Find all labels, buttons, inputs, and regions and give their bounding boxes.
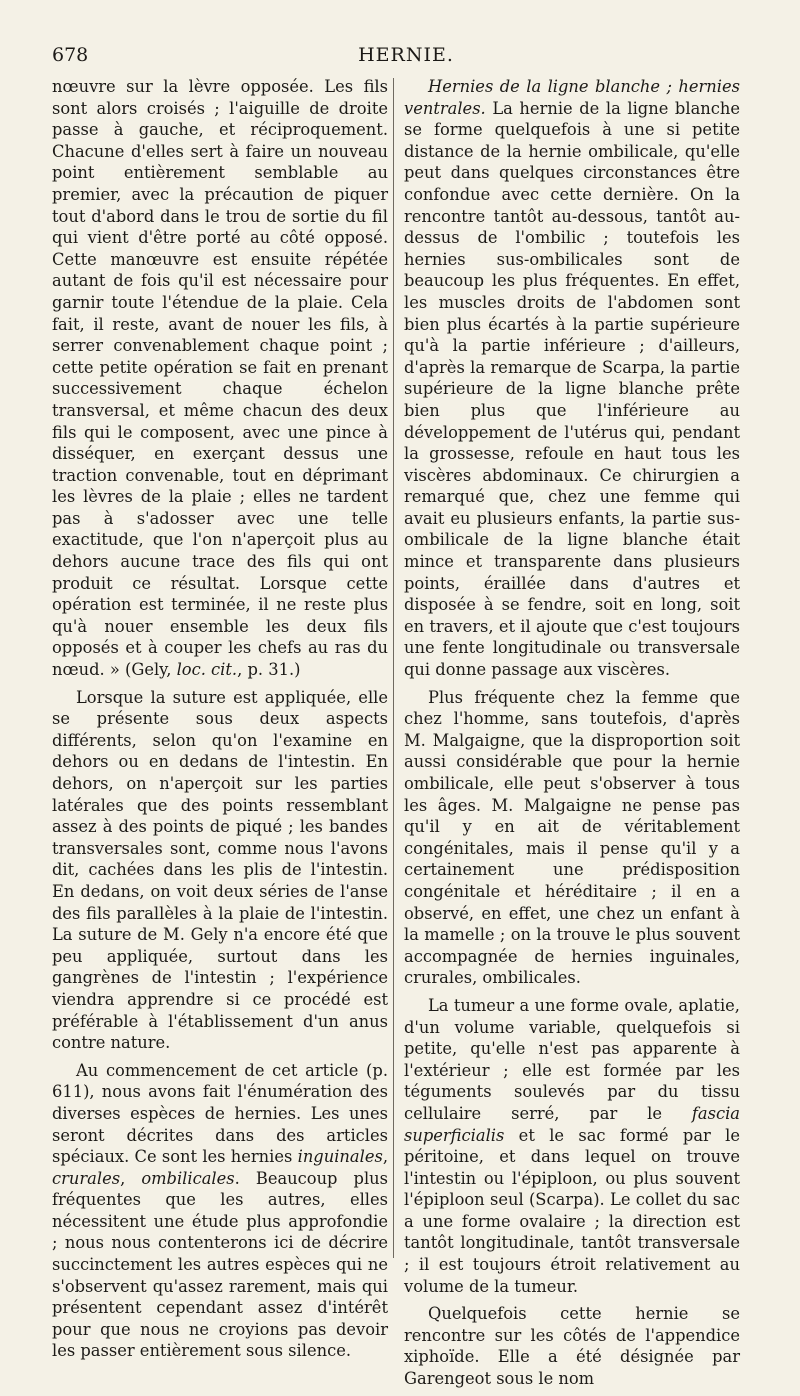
emphasis: inguinales bbox=[297, 1147, 383, 1167]
paragraph: Lorsque la suture est appliquée, elle se présente sous deux aspects différents, selon qu'on l'examine en dehors ou en dedans de l'intestin. En dehors, on n'aperçoit sur les parties latérales que des points ressemblant assez à des points de piqué ; les bandes transversales sont, comme nous l'avons dit, cachées dans les plis de l'intestin. En dedans, on voit deux séries de l'anse des fils parallèles à la plaie de l'intestin. La suture de M. Gely n'a encore été que peu appliquée, surtout dans les gangrènes de l'intestin ; l'expérience viendra apprendre si ce procédé est préférable à l'établissement d'un anus contre nature. bbox=[52, 687, 388, 1053]
separator: , bbox=[382, 1147, 388, 1167]
page-header bbox=[52, 44, 760, 72]
paragraph-text: , p. 31.) bbox=[237, 660, 301, 680]
separator: , bbox=[120, 1168, 142, 1188]
emphasis: crurales bbox=[52, 1168, 121, 1188]
paragraph-text: La hernie de la ligne blanche se forme quelquefois à une si petite distance de la hernie ombilicale, qu'elle peut dans quelques circonstances être confondue avec cette dernière. On la rencontre tantôt au-dessous, tantôt au-dessus de l'ombilic ; toutefois les hernies sus-ombilicales sont de beaucoup les plus fréquentes. En effet, les muscles droits de l'abdomen sont bien plus écartés à la partie supérieure qu'à la partie inférieure ; d'ailleurs, d'après la remarque de Scarpa, la partie supérieure de la ligne blanche prête bien plus que l'inférieure au développement de l'utérus qui, pendant la grossesse, refoule en haut tous les viscères abdominaux. Ce chirurgien a remarqué que, chez une femme qui avait eu plusieurs enfants, la partie sus-ombilicale de la ligne blanche était mince et transparente dans plusieurs points, éraillée dans d'autres et disposée à se fendre, soit en long, soit en travers, et il ajoute que c'est toujours une fente longitudinale ou transversale qui donne passage aux viscères. bbox=[404, 98, 740, 680]
paragraph: Quelquefois cette hernie se rencontre sur les côtés de l'appendice xiphoïde. Elle a été désignée par Garengeot sous le nom bbox=[404, 1304, 740, 1389]
paragraph-text: Au commencement de cet article (p. 611), nous avons fait l'énumération des diverses espèces de hernies. Les unes seront décrites dans des articles spéciaux. Ce sont les hernies bbox=[52, 1060, 388, 1167]
emphasis: fascia superficialis bbox=[404, 1103, 740, 1145]
paragraph-text: . Beaucoup plus fréquentes que les autres, elles nécessitent une étude plus approfondie ; nous nous contenterons ici de décrire succinctement les autres espèces qui ne s'observent qu'assez rarement, mais qui présentent cependant assez d'intérêt pour que nous ne croyions pas devoir les passer entièrement sous silence. bbox=[52, 1168, 388, 1361]
paragraph: Plus fréquente chez la femme que chez l'homme, sans toutefois, d'après M. Malgaigne, que la disproportion soit aussi considérable que pour la hernie ombilicale, elle peut s'observer à tous les âges. M. Malgaigne ne pense pas qu'il y en ait de véritablement congénitales, mais il pense qu'il y a certainement une prédisposition congénitale et héréditaire ; il en a observé, en effet, une chez un enfant à la mamelle ; on la trouve le plus souvent accompagnée de hernies inguinales, crurales, ombilicales. bbox=[404, 687, 740, 988]
paragraph bbox=[404, 76, 740, 681]
right-column bbox=[404, 76, 740, 1396]
paragraph-text: et le sac formé par le péritoine, et dans lequel on trouve l'intestin ou l'épiploon, ou plus souvent l'épiploon seul (Scarpa). Le collet du sac a une forme ovalaire ; la direction est tantôt longitudinale, tantôt transversale ; il est toujours étroit relativement au volume de la tumeur. bbox=[404, 1125, 740, 1296]
paragraph-text: nœuvre sur la lèvre opposée. Les fils sont alors croisés ; l'aiguille de droite passe à gauche, et réciproquement. Chacune d'elles sert à faire un nouveau point entièrement semblable au premier, avec la précaution de piquer tout d'abord dans le trou de sortie du fil qui vient d'être porté au côté opposé. Cette manœuvre est ensuite répétée autant de fois qu'il est nécessaire pour garnir toute l'étendue de la plaie. Cela fait, il reste, avant de nouer les fils, à serrer convenablement chaque point ; cette petite opération se fait en prenant successivement chaque échelon transversal, et même chacun des deux fils qui le composent, avec une pince à disséquer, en exerçant dessus une traction convenable, tout en déprimant les lèvres de la plaie ; elles ne tardent pas à s'adosser avec une telle exactitude, que l'on n'aperçoit plus au dehors aucune trace des fils qui ont produit ce résultat. Lorsque cette opération est terminée, il ne reste plus qu'à nouer ensemble les deux fils opposés et à couper les chefs au ras du nœud. » (Gely, bbox=[52, 77, 388, 680]
emphasis: ombilicales bbox=[141, 1168, 235, 1188]
citation: loc. cit. bbox=[176, 660, 238, 680]
left-column bbox=[52, 76, 388, 1368]
paragraph bbox=[52, 76, 388, 681]
paragraph bbox=[52, 1060, 388, 1362]
column-divider bbox=[393, 78, 394, 1258]
running-title: HERNIE. bbox=[358, 44, 454, 66]
paragraph bbox=[404, 995, 740, 1297]
paragraph-text: La tumeur a une forme ovale, aplatie, d'un volume variable, quelquefois si petite, qu'elle n'est pas apparente à l'extérieur ; elle est formée par les téguments soulevés par du tissu cellulaire serré, par le bbox=[404, 995, 740, 1123]
section-heading: Hernies de la ligne blanche ; hernies ventrales. bbox=[404, 77, 740, 118]
page-number: 678 bbox=[52, 44, 89, 66]
